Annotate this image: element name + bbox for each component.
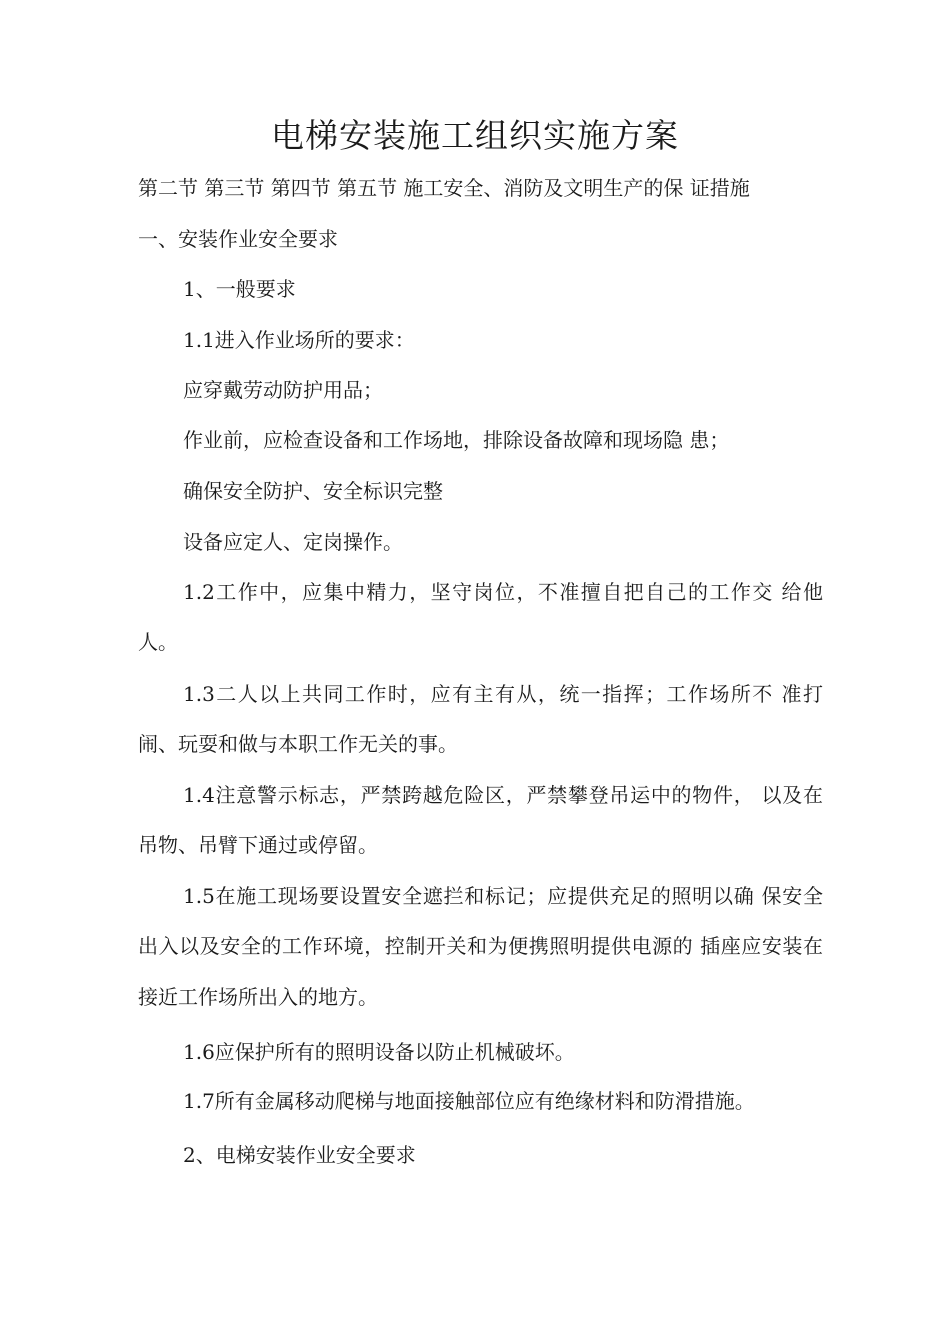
paragraph-line: 设备应定人、定岗操作。 [183,530,403,554]
item-heading: 2、电梯安装作业安全要求 [183,1143,416,1167]
paragraph-line: 接近工作场所出入的地方。 [138,985,378,1009]
paragraph-line: 闹、玩耍和做与本职工作无关的事。 [138,732,458,756]
subsection-heading: 一、安装作业安全要求 [138,227,338,251]
item-heading: 1、一般要求 [183,277,296,301]
paragraph-line: 1.7所有金属移动爬梯与地面接触部位应有绝缘材料和防滑措施。 [183,1089,755,1113]
paragraph-line: 1.6应保护所有的照明设备以防止机械破坏。 [183,1040,575,1064]
paragraph-line: 作业前，应检查设备和工作场地，排除设备故障和现场隐 患； [183,428,730,452]
paragraph-line: 1.4注意警示标志，严禁跨越危险区，严禁攀登吊运中的物件， 以及在 [183,783,823,807]
paragraph-line: 人。 [138,630,178,654]
paragraph-line: 出入以及安全的工作环境，控制开关和为便携照明提供电源的 插座应安装在 [138,934,823,958]
paragraph-line: 确保安全防护、安全标识完整 [183,479,443,503]
paragraph-line: 1.2工作中，应集中精力，坚守岗位，不准擅自把自己的工作交 给他 [183,580,823,604]
paragraph-line: 1.1进入作业场所的要求： [183,328,415,352]
paragraph-line: 1.5在施工现场要设置安全遮拦和标记；应提供充足的照明以确 保安全 [183,884,823,908]
section-heading: 第二节 第三节 第四节 第五节 施工安全、消防及文明生产的保 证措施 [138,176,750,200]
paragraph-line: 1.3二人以上共同工作时，应有主有从，统一指挥；工作场所不 准打 [183,682,823,706]
paragraph-line: 应穿戴劳动防护用品； [183,378,383,402]
document-title: 电梯安装施工组织实施方案 [271,116,679,155]
paragraph-line: 吊物、吊臂下通过或停留。 [138,833,378,857]
